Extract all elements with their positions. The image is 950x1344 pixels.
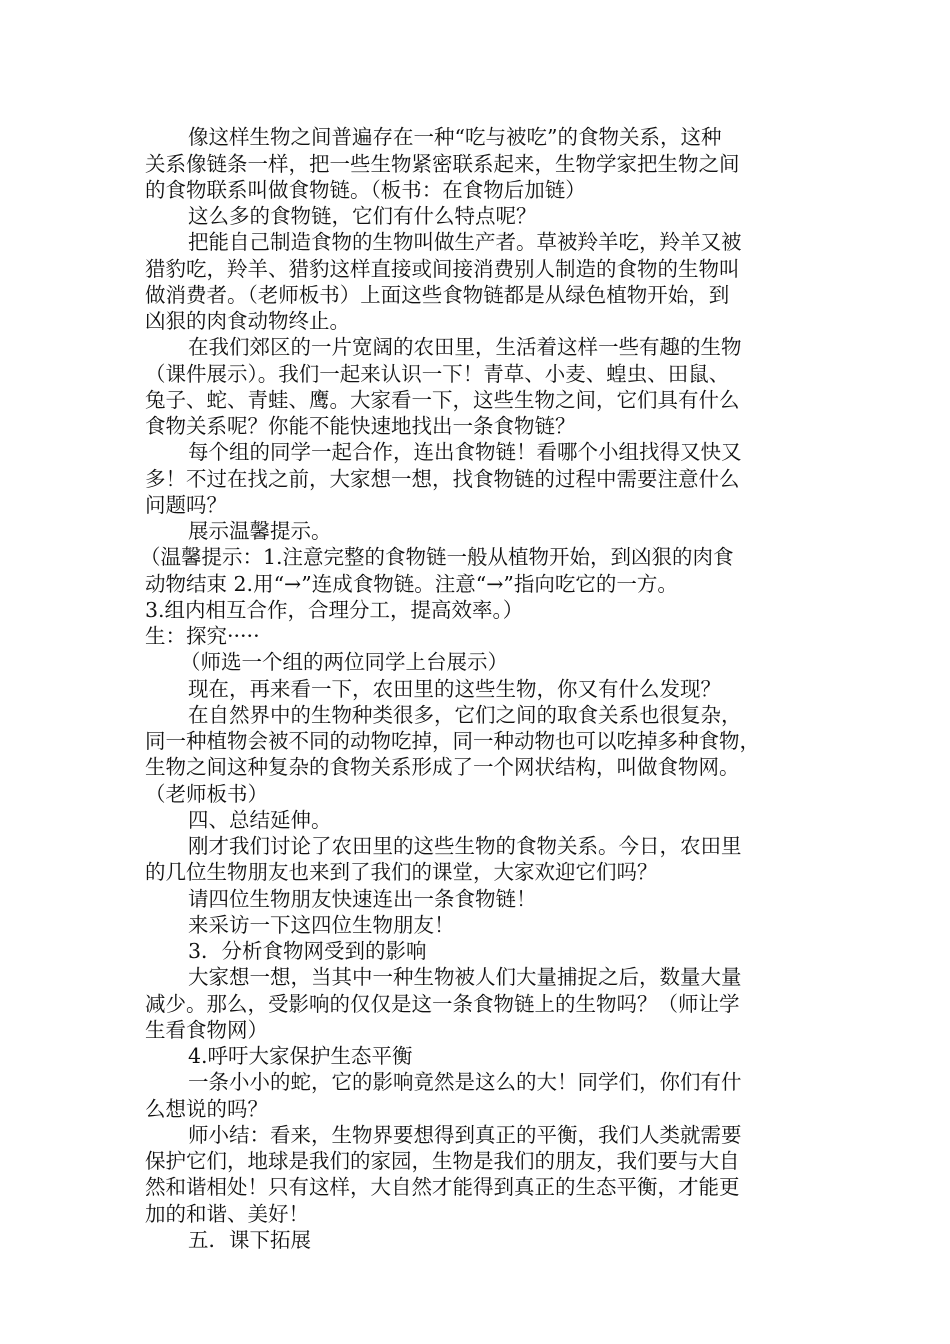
text-line: 生看食物网） — [145, 1018, 268, 1042]
text-line: 现在，再来看一下，农田里的这些生物，你又有什么发现？ — [188, 677, 721, 701]
text-line: 的几位生物朋友也来到了我们的课堂，大家欢迎它们吗？ — [145, 860, 658, 884]
text-line: 生：探究····· — [145, 624, 260, 648]
text-line: 然和谐相处！只有这样，大自然才能得到真正的生态平衡，才能更 — [145, 1175, 740, 1199]
text-line: 动物结束 2.用“→”连成食物链。注意“→”指向吃它的一方。 — [145, 572, 678, 596]
text-line: 刚才我们讨论了农田里的这些生物的食物关系。今日，农田里 — [188, 834, 742, 858]
text-line: 一条小小的蛇，它的影响竟然是这么的大！同学们，你们有什 — [188, 1070, 742, 1094]
text-line: 兔子、蛇、青蛙、鹰。大家看一下，这些生物之间，它们具有什么 — [145, 388, 740, 412]
text-line: 凶狠的肉食动物终止。 — [145, 309, 350, 333]
text-line: （老师板书） — [145, 782, 268, 806]
text-line: （师选一个组的两位同学上台展示） — [180, 650, 508, 674]
text-line: 加的和谐、美好！ — [145, 1202, 309, 1226]
text-line: 来采访一下这四位生物朋友！ — [188, 913, 455, 937]
text-line: 食物关系呢？你能不能快速地找出一条食物链？ — [145, 414, 576, 438]
text-line: 四、总结延伸。 — [188, 808, 332, 832]
text-line: 的食物联系叫做食物链。（板书：在食物后加链） — [145, 178, 586, 202]
text-line: 把能自己制造食物的生物叫做生产者。草被羚羊吃，羚羊又被 — [188, 230, 742, 254]
text-line: 师小结：看来，生物界要想得到真正的平衡，我们人类就需要 — [188, 1123, 742, 1147]
text-line: 3.组内相互合作，合理分工，提高效率。） — [145, 598, 524, 622]
text-line: 像这样生物之间普遍存在一种“吃与被吃”的食物关系，这种 — [188, 125, 722, 149]
text-line: 生物之间这种复杂的食物关系形成了一个网状结构，叫做食物网。 — [145, 755, 740, 779]
text-line: 问题吗？ — [145, 493, 227, 517]
text-line: 这么多的食物链，它们有什么特点呢？ — [188, 204, 537, 228]
text-line: 保护它们，地球是我们的家园，生物是我们的朋友，我们要与大自 — [145, 1149, 740, 1173]
text-line: 在我们郊区的一片宽阔的农田里，生活着这样一些有趣的生物 — [188, 335, 742, 359]
text-line: 多！不过在找之前，大家想一想，找食物链的过程中需要注意什么 — [145, 467, 740, 491]
text-line: 3．分析食物网受到的影响 — [188, 939, 427, 963]
text-line: 做消费者。（老师板书）上面这些食物链都是从绿色植物开始，到 — [145, 283, 730, 307]
text-line: 请四位生物朋友快速连出一条食物链！ — [188, 887, 537, 911]
text-line: （温馨提示：1.注意完整的食物链一般从植物开始，到凶狠的肉食 — [140, 545, 734, 569]
text-line: 同一种植物会被不同的动物吃掉，同一种动物也可以吃掉多种食物， — [145, 729, 760, 753]
text-line: 每个组的同学一起合作，连出食物链！看哪个小组找得又快又 — [188, 440, 742, 464]
text-line: 展示温馨提示。 — [188, 519, 332, 543]
text-line: 4.呼吁大家保护生态平衡 — [188, 1044, 413, 1068]
text-line: 么想说的吗？ — [145, 1097, 268, 1121]
text-line: 在自然界中的生物种类很多，它们之间的取食关系也很复杂， — [188, 703, 742, 727]
text-line: （课件展示）。我们一起来认识一下！青草、小麦、蝗虫、田鼠、 — [145, 362, 730, 386]
text-line: 五．课下拓展 — [188, 1228, 311, 1252]
text-line: 大家想一想，当其中一种生物被人们大量捕捉之后，数量大量 — [188, 965, 742, 989]
text-line: 关系像链条一样，把一些生物紧密联系起来，生物学家把生物之间 — [145, 152, 740, 176]
text-line: 猎豹吃，羚羊、猎豹这样直接或间接消费别人制造的食物的生物叫 — [145, 257, 740, 281]
text-line: 减少。那么，受影响的仅仅是这一条食物链上的生物吗？（师让学 — [145, 992, 740, 1016]
